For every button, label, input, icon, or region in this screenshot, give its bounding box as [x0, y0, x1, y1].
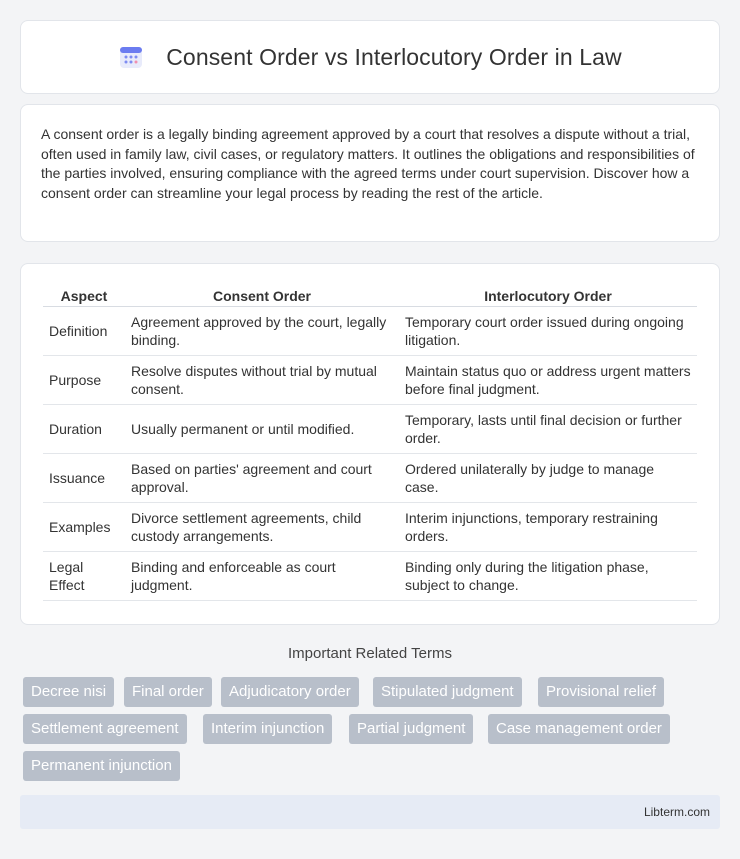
calendar-icon [118, 44, 144, 70]
table-row [43, 503, 697, 552]
tag-permanent-injunction[interactable]: Permanent injunction [23, 751, 180, 781]
row-aspect: Duration [43, 405, 125, 454]
tag-final-order[interactable]: Final order [124, 677, 212, 707]
table-row [43, 356, 697, 405]
tag-settlement-agreement[interactable]: Settlement agreement [23, 714, 187, 744]
comparison-table-card [20, 263, 720, 625]
row-aspect: Purpose [43, 356, 125, 405]
intro-text: A consent order is a legally binding agreement approved by a court that resolves a dispute without a trial, often used in family law, civil cases, or regulatory matters. It outlines the obligations and responsibilities of the parties involved, ensuring compliance with the agreed terms under court supervision. Discover how a consent order can streamline your legal process by reading the rest of the article. [41, 126, 695, 201]
footer-brand[interactable]: Libterm.com [643, 805, 710, 819]
row-interlocutory: Temporary court order issued during ongoing litigation. [399, 307, 697, 356]
title-card [20, 20, 720, 94]
table-row [43, 405, 697, 454]
row-consent: Agreement approved by the court, legally binding. [125, 307, 399, 356]
tag-stipulated-judgment[interactable]: Stipulated judgment [373, 677, 522, 707]
row-interlocutory: Interim injunctions, temporary restraining orders. [399, 503, 697, 552]
row-consent: Based on parties' agreement and court approval. [125, 454, 399, 503]
table-row [43, 307, 697, 356]
tag-partial-judgment[interactable]: Partial judgment [349, 714, 473, 744]
table-row [43, 552, 697, 601]
row-interlocutory: Maintain status quo or address urgent matters before final judgment. [399, 356, 697, 405]
row-consent: Usually permanent or until modified. [125, 405, 399, 454]
table-header-row [43, 284, 697, 307]
row-aspect: Issuance [43, 454, 125, 503]
row-consent: Resolve disputes without trial by mutual consent. [125, 356, 399, 405]
row-interlocutory: Temporary, lasts until final decision or further order. [399, 405, 697, 454]
row-consent: Binding and enforceable as court judgment. [125, 552, 399, 601]
row-aspect: Definition [43, 307, 125, 356]
tag-interim-injunction[interactable]: Interim injunction [203, 714, 332, 744]
header-consent-order: Consent Order [125, 284, 399, 307]
intro-card [20, 104, 720, 242]
row-aspect: Legal Effect [43, 552, 125, 601]
footer [20, 795, 720, 829]
row-aspect: Examples [43, 503, 125, 552]
header-interlocutory-order: Interlocutory Order [399, 284, 697, 307]
table-row [43, 454, 697, 503]
related-terms-title: Important Related Terms [288, 645, 452, 662]
page-title: Consent Order vs Interlocutory Order in Law [166, 43, 622, 70]
row-interlocutory: Binding only during the litigation phase, subject to change. [399, 552, 697, 601]
tag-decree-nisi[interactable]: Decree nisi [23, 677, 114, 707]
tag-provisional-relief[interactable]: Provisional relief [538, 677, 664, 707]
tag-case-management-order[interactable]: Case management order [488, 714, 670, 744]
header-aspect: Aspect [43, 284, 125, 307]
row-interlocutory: Ordered unilaterally by judge to manage case. [399, 454, 697, 503]
tag-adjudicatory-order[interactable]: Adjudicatory order [221, 677, 359, 707]
comparison-table [43, 284, 697, 601]
row-consent: Divorce settlement agreements, child custody arrangements. [125, 503, 399, 552]
